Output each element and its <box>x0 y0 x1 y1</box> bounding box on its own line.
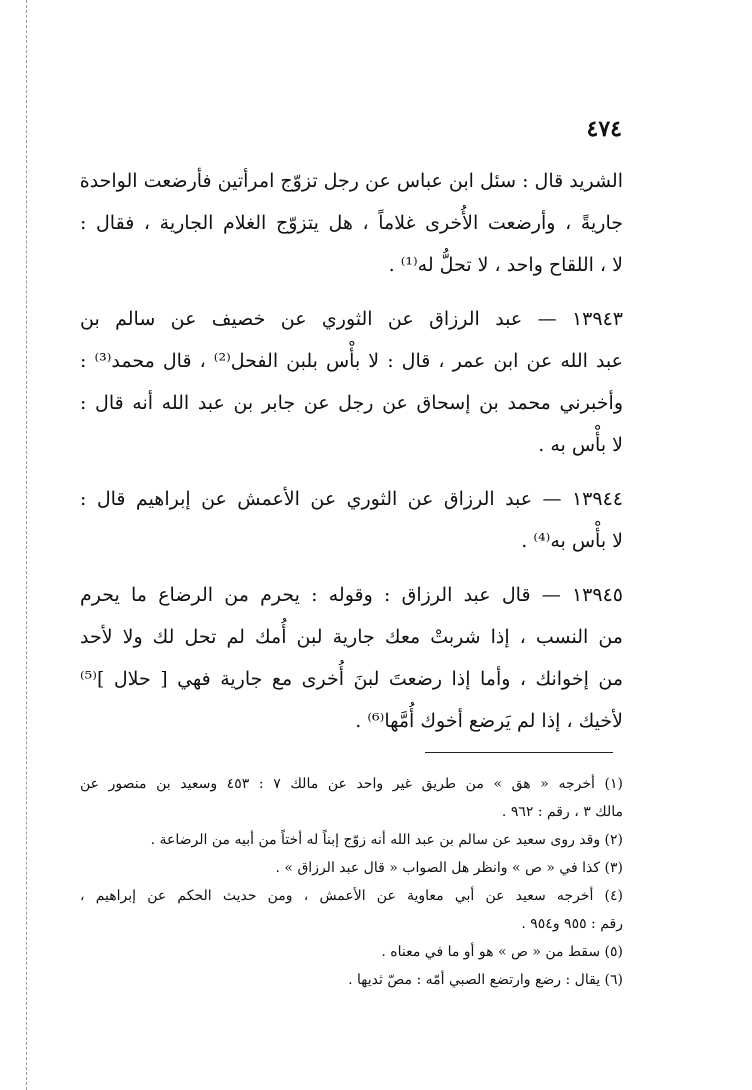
text-line: لا بأْس به⁽⁴⁾ . <box>521 530 623 552</box>
hadith-13943 <box>80 298 623 466</box>
footnote-1: (١) أخرجه « هق » من طريق غير واحد عن مالك ٧ : ٤٥٣ وسعيد بن منصور عن <box>80 776 623 792</box>
hadith-13944 <box>80 478 623 562</box>
text-line: ١٣٩٤٤ — عبد الرزاق عن الثوري عن الأعمش عن إبراهيم قال : <box>80 488 623 510</box>
footnote-3: (٣) كذا في « ص » وانظر هل الصواب « قال عبد الرزاق » . <box>275 860 623 876</box>
text-line: لأخيك ، إذا لم يَرضع أخوك أُمَّها⁽⁶⁾ . <box>355 710 623 732</box>
main-text <box>80 160 623 754</box>
text-line: من إخوانك ، وأما إذا رضعتَ لبنَ أُخرى مع جارية فهي [ حلال ]⁽⁵⁾ <box>80 668 623 690</box>
paragraph-intro <box>80 160 623 286</box>
footnote-4: (٤) أخرجه سعيد عن أبي معاوية عن الأعمش ، ومن حديث الحكم عن إبراهيم ، <box>80 888 623 904</box>
text-line: جاريةً ، وأرضعت الأُخرى غلاماً ، هل يتزوّج الغلام الجارية ، فقال : <box>80 212 623 234</box>
text-line: من النسب ، إذا شربتْ معك جارية لبن أُمك لم تحل لك ولا لأحد <box>80 626 623 648</box>
footnote-6: (٦) يقال : رضع وارتضع الصبي أمّه : مصّ ثديها . <box>348 972 623 988</box>
footnote-separator <box>425 752 613 753</box>
page-number: ٤٧٤ <box>586 116 622 142</box>
footnote-2: (٢) وقد روى سعيد عن سالم بن عبد الله أنه زوّج إبناً له أختاً من أبيه من الرضاعة . <box>150 832 623 848</box>
footnotes <box>80 770 623 994</box>
text-line: عبد الله عن ابن عمر ، قال : لا بأْس بلبن الفحل⁽²⁾ ، قال محمد⁽³⁾ : <box>80 350 623 372</box>
footnote-1-continued: مالك ٣ ، رقم : ٩٦٢ . <box>501 804 623 820</box>
footnote-4-continued: رقم : ٩٥٥ و٩٥٤ . <box>521 916 623 932</box>
text-line: وأخبرني محمد بن إسحاق عن رجل عن جابر بن عبد الله أنه قال : <box>80 392 623 414</box>
text-line: لا ، اللقاح واحد ، لا تحلُّ له⁽¹⁾ . <box>388 254 623 276</box>
text-line: ١٣٩٤٣ — عبد الرزاق عن الثوري عن خصيف عن سالم بن <box>80 308 623 330</box>
text-line: الشريد قال : سئل ابن عباس عن رجل تزوّج امرأتين فأرضعت الواحدة <box>80 170 623 192</box>
footnote-5: (٥) سقط من « ص » هو أو ما في معناه . <box>381 944 623 960</box>
page-edge-rule <box>26 0 27 1090</box>
hadith-13945 <box>80 574 623 742</box>
text-line: لا بأْس به . <box>538 434 623 456</box>
text-line: ١٣٩٤٥ — قال عبد الرزاق : وقوله : يحرم من الرضاع ما يحرم <box>80 584 623 606</box>
